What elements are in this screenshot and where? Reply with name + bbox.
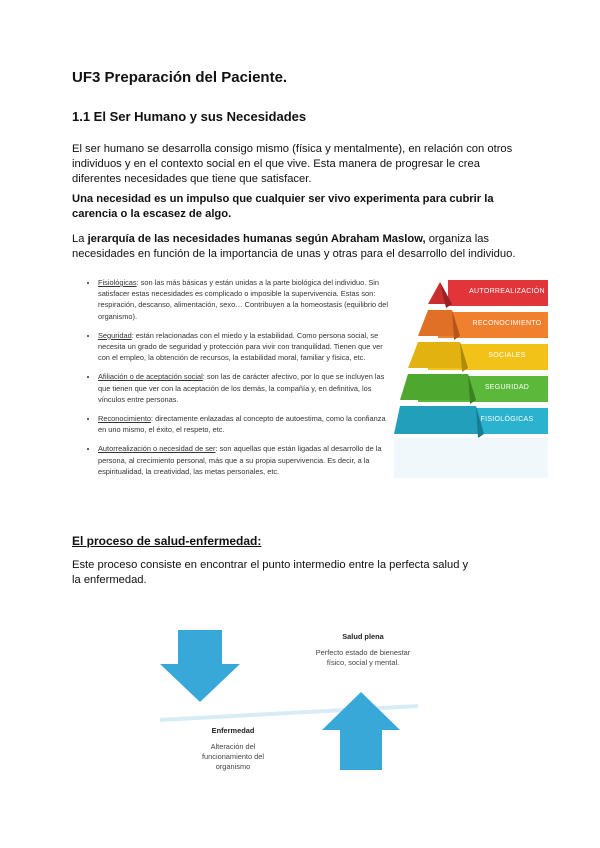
enfermedad-block [188,726,278,772]
list-item [98,443,393,477]
salud-plena-desc: Perfecto estado de bienestar físico, social y mental. [315,648,411,667]
section-heading-salud-enfermedad: El proceso de salud-enfermedad: [72,534,262,548]
list-item [98,330,393,364]
maslow-pyramid [394,274,550,480]
pyramid-label-autorrealizacion: AUTORREALIZACIÓN [469,288,545,295]
need-text: : son las más básicas y están unidas a la parte biológica del individuo. Sin satisfacer estas necesidades es complicado o imposible la supervivencia. Estas son: respiración, descanso, alimentación, sexo… Contribuyen a la homeostasis (equilibrio del organismo). [98,278,389,321]
intro-paragraph: El ser humano se desarrolla consigo mismo (física y mentalmente), en relación con otros individuos y en el contexto social en el que vive. Esta manera de progresar le crea diferentes necesidades que tiene que satisfacer. [72,143,513,185]
need-text: : son las de carácter afectivo, por lo que se incluyen las que tienen que ver con la aceptación de los demás, la compañía y, en definitiva, los vínculos entre personas. [98,372,385,404]
need-term: Autorrealización o necesidad de ser [98,444,216,454]
down-arrow-icon [160,630,240,702]
list-item [98,371,393,405]
list-item [98,277,393,322]
pyramid-label-seguridad: SEGURIDAD [484,384,530,391]
enfermedad-desc: Alteración del funcionamiento del organismo [201,742,265,771]
pyramid-reflection [394,438,548,478]
salud-plena-block [308,632,418,668]
maslow-pre: La [72,233,88,245]
salud-enfermedad-paragraph: Este proceso consiste en encontrar el punto intermedio entre la perfecta salud y la enfermedad. [72,559,469,586]
pyramid-label-fisiologicas: FISIOLÓGICAS [480,416,534,423]
document-title: UF3 Preparación del Paciente. [72,69,288,86]
maslow-post: organiza las necesidades en función de la importancia de unas y otras para el desarrollo del individuo. [72,233,516,260]
up-arrow-icon [340,728,382,770]
pyramid-label-reconocimiento: RECONOCIMIENTO [472,320,542,327]
need-term: Seguridad [98,330,132,340]
list-item [98,413,393,435]
pyramid-label-sociales: SOCIALES [488,352,526,359]
pyramid-tier-3 [408,342,468,368]
maslow-paragraph [72,232,532,262]
need-term: Afiliación o de aceptación social [98,372,203,382]
salud-plena-title: Salud plena [342,632,384,641]
definition-paragraph: Una necesidad es un impulso que cualquier ser vivo experimenta para cubrir la carencia o la escasez de algo. [72,193,494,220]
needs-list [82,277,393,485]
enfermedad-title: Enfermedad [211,726,255,735]
need-text: : son aquellas que están ligadas al desarrollo de la persona, al crecimiento personal, más que a su propia supervivencia. Es decir, a la espiritualidad, la creatividad, las metas personales, etc. [98,444,382,476]
maslow-bold: jerarquía de las necesidades humanas según Abraham Maslow, [87,233,426,245]
section-heading-ser-humano: 1.1 El Ser Humano y sus Necesidades [72,109,307,124]
need-text: : directamente enlazadas al concepto de autoestima, como la confianza en uno mismo, el éxito, el respeto, etc. [98,414,386,435]
need-text: : están relacionadas con el miedo y la estabilidad. Como persona social, se necesita un grado de seguridad y protección para vivir con tranquilidad. Tienen que ver con el empleo, la obtención de recursos, la estabilidad moral, familiar y física, etc. [98,330,383,363]
need-term: Reconocimiento [98,414,151,424]
need-term: Fisiológicas [98,278,137,287]
